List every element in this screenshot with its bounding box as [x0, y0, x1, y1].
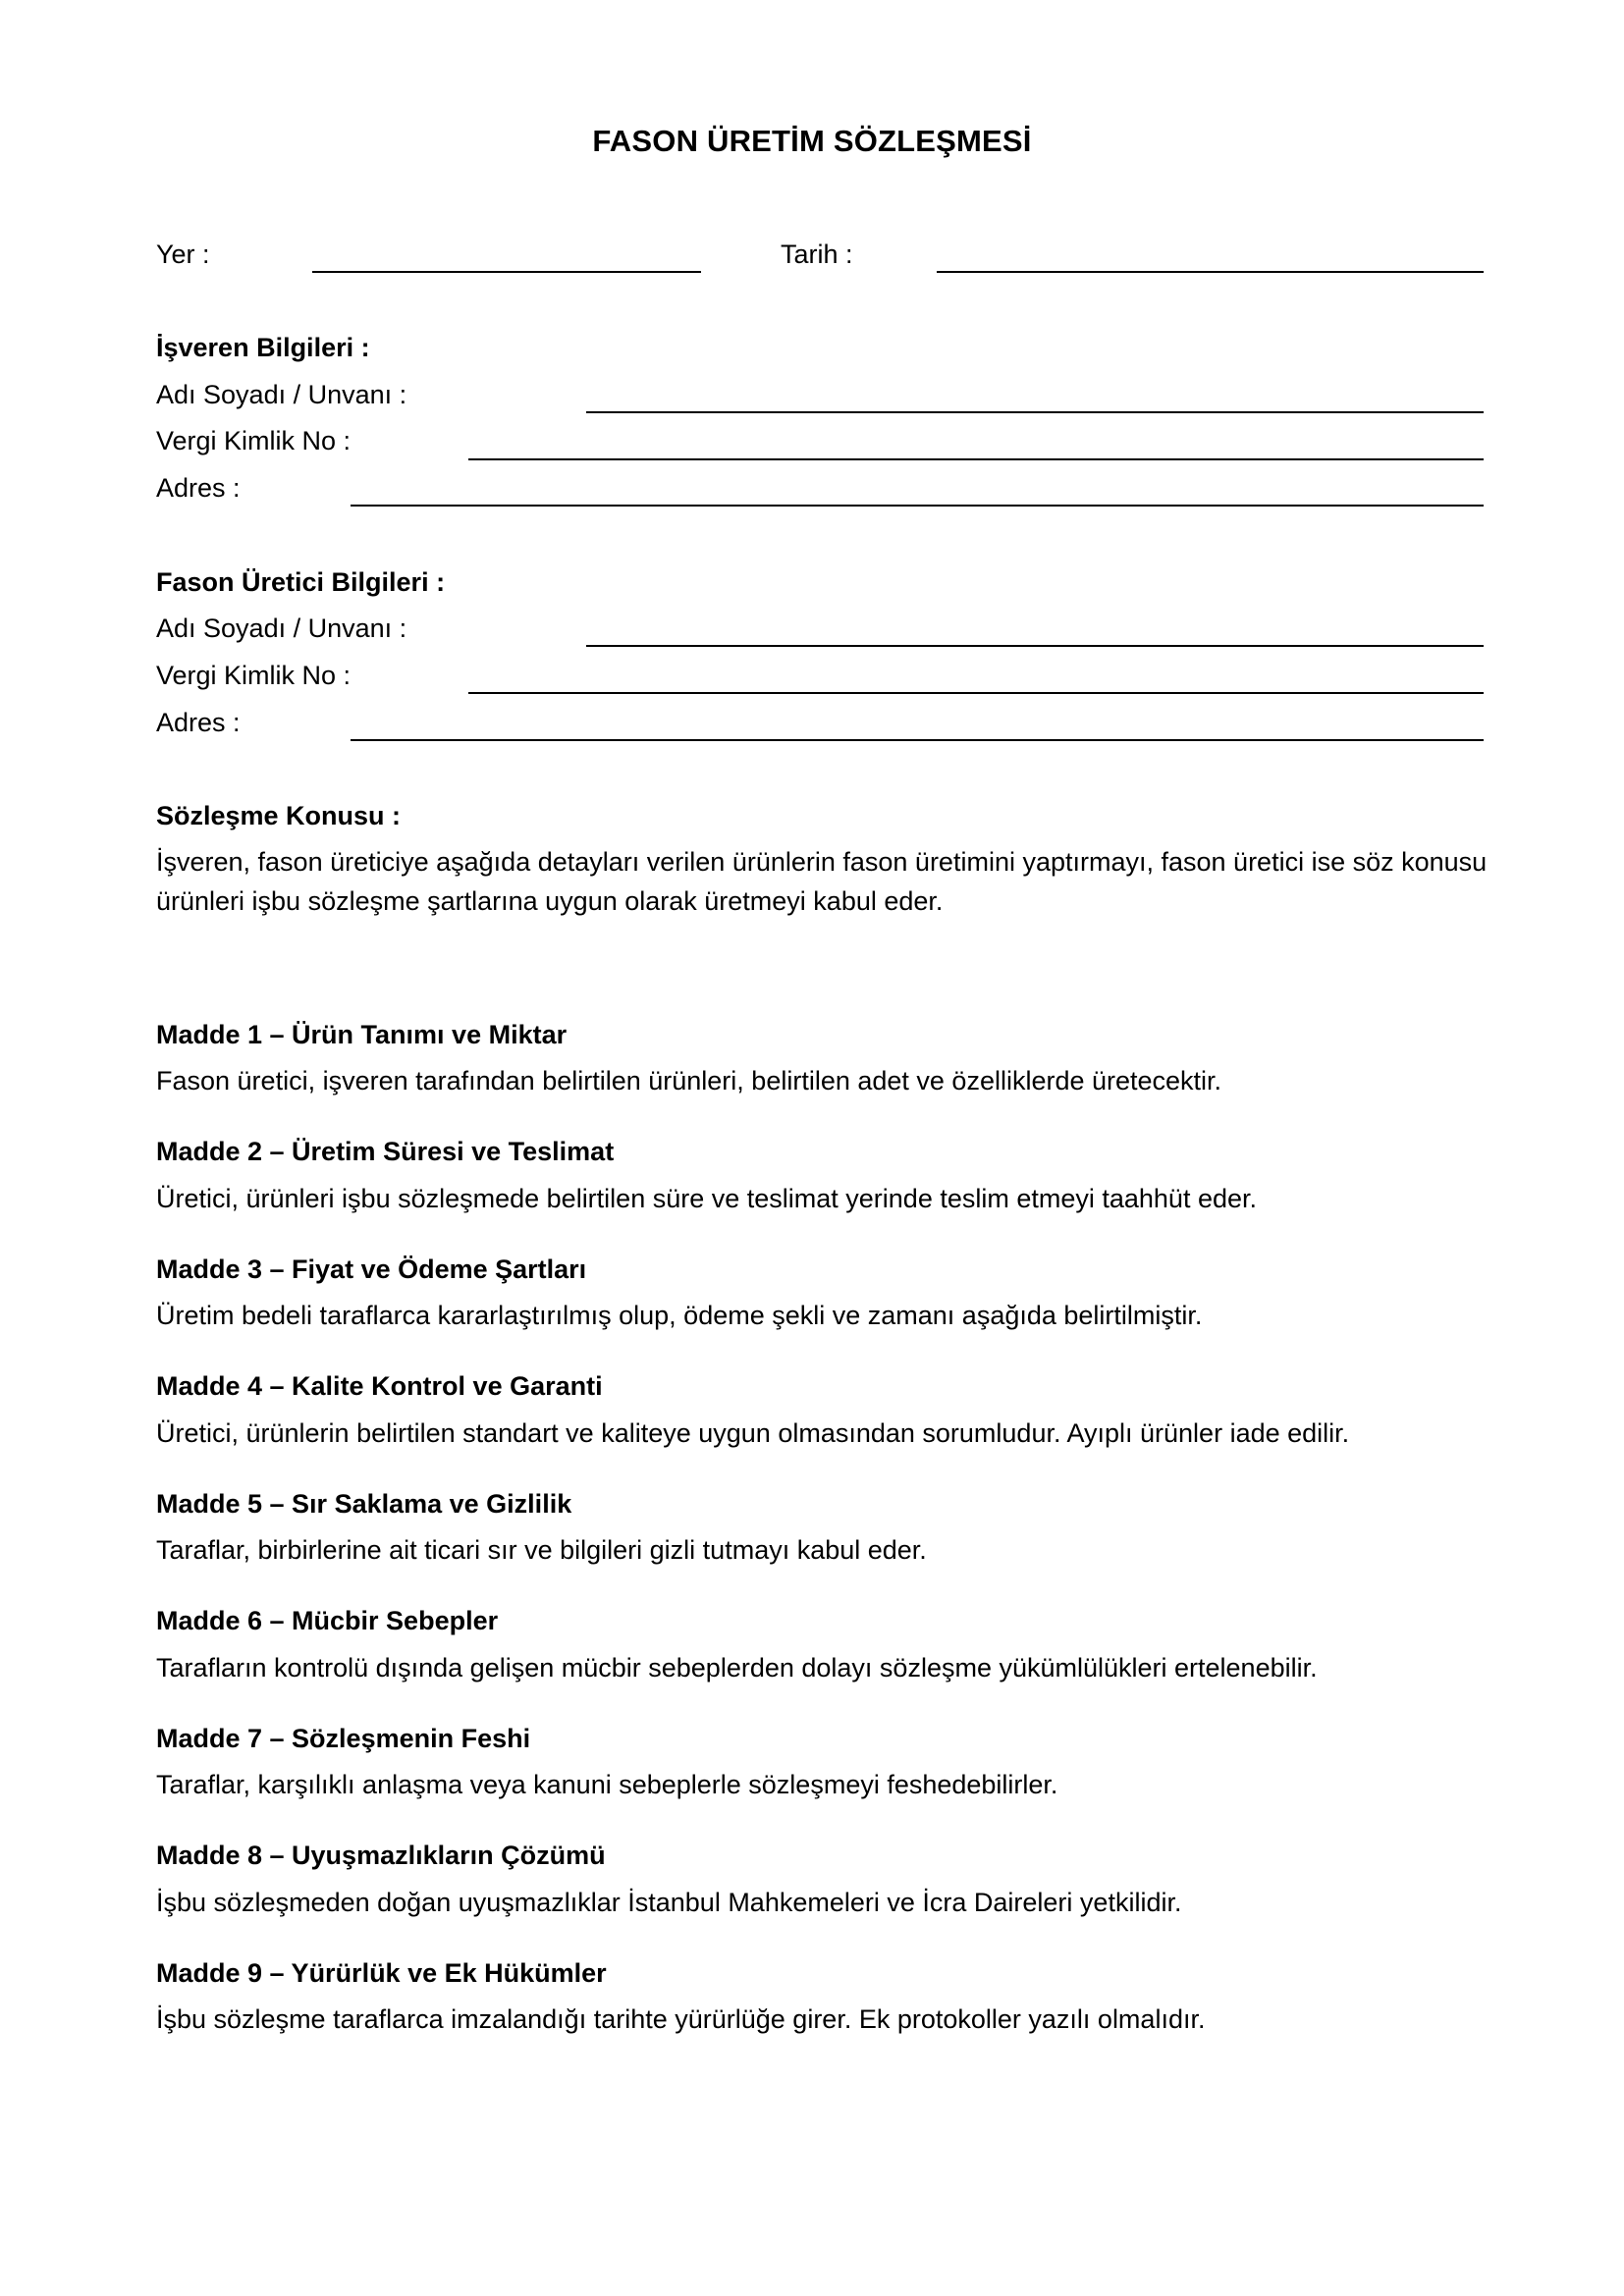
producer-tax-fill-line[interactable] [468, 692, 1484, 694]
employer-tax-label: Vergi Kimlik No : [156, 426, 352, 455]
producer-address-fill-line[interactable] [351, 739, 1484, 741]
article-3-heading: Madde 3 – Fiyat ve Ödeme Şartları [156, 1255, 587, 1284]
employer-address-label: Adres : [156, 473, 241, 503]
article-1-heading: Madde 1 – Ürün Tanımı ve Miktar [156, 1020, 568, 1049]
producer-address-label: Adres : [156, 708, 241, 737]
article-6-heading: Madde 6 – Mücbir Sebepler [156, 1606, 499, 1635]
place-fill-line[interactable] [312, 271, 701, 273]
article-4-heading: Madde 4 – Kalite Kontrol ve Garanti [156, 1371, 603, 1401]
article-2-text: Üretici, ürünleri işbu sözleşmede belirtilen süre ve teslimat yerinde teslim etmeyi taahhüt eder. [156, 1184, 1258, 1213]
article-9-text: İşbu sözleşme taraflarca imzalandığı tarihte yürürlüğe girer. Ek protokoller yazılı olmalıdır. [156, 2004, 1206, 2034]
employer-tax-fill-line[interactable] [468, 458, 1484, 460]
article-3-text: Üretim bedeli taraflarca kararlaştırılmış olup, ödeme şekli ve zamanı aşağıda belirtilmiştir. [156, 1301, 1203, 1330]
date-label: Tarih : [781, 240, 853, 269]
employer-name-fill-line[interactable] [586, 411, 1484, 413]
employer-address-fill-line[interactable] [351, 505, 1484, 507]
place-label: Yer : [156, 240, 210, 269]
producer-name-label: Adı Soyadı / Unvanı : [156, 614, 407, 643]
subject-heading: Sözleşme Konusu : [156, 801, 402, 830]
article-8-text: İşbu sözleşmeden doğan uyuşmazlıklar İstanbul Mahkemeleri ve İcra Daireleri yetkilidir. [156, 1888, 1182, 1917]
date-fill-line[interactable] [937, 271, 1484, 273]
subject-text: İşveren, fason üreticiye aşağıda detayları verilen ürünlerin fason üretimini yaptırmayı, fason üretici ise söz konusu ürünleri işbu sözleşme şartlarına uygun olarak üretmeyi kabul eder. [156, 847, 1488, 916]
employer-heading: İşveren Bilgileri : [156, 333, 370, 362]
document-title: FASON ÜRETİM SÖZLEŞMESİ [592, 124, 1032, 158]
article-2-heading: Madde 2 – Üretim Süresi ve Teslimat [156, 1137, 615, 1166]
producer-name-fill-line[interactable] [586, 645, 1484, 647]
article-4-text: Üretici, ürünlerin belirtilen standart ve kaliteye uygun olmasından sorumludur. Ayıplı ürünler iade edilir. [156, 1418, 1350, 1448]
article-7-heading: Madde 7 – Sözleşmenin Feshi [156, 1724, 531, 1753]
employer-name-label: Adı Soyadı / Unvanı : [156, 380, 407, 409]
producer-tax-label: Vergi Kimlik No : [156, 661, 352, 690]
article-8-heading: Madde 8 – Uyuşmazlıkların Çözümü [156, 1841, 606, 1870]
article-5-heading: Madde 5 – Sır Saklama ve Gizlilik [156, 1489, 572, 1519]
article-5-text: Taraflar, birbirlerine ait ticari sır ve bilgileri gizli tutmayı kabul eder. [156, 1535, 927, 1565]
article-1-text: Fason üretici, işveren tarafından belirtilen ürünleri, belirtilen adet ve özelliklerde üretecektir. [156, 1066, 1222, 1095]
producer-heading: Fason Üretici Bilgileri : [156, 567, 446, 597]
article-6-text: Tarafların kontrolü dışında gelişen mücbir sebeplerden dolayı sözleşme yükümlülükleri ertelenebilir. [156, 1653, 1318, 1682]
article-9-heading: Madde 9 – Yürürlük ve Ek Hükümler [156, 1958, 607, 1988]
article-7-text: Taraflar, karşılıklı anlaşma veya kanuni sebeplerle sözleşmeyi feshedebilirler. [156, 1770, 1058, 1799]
